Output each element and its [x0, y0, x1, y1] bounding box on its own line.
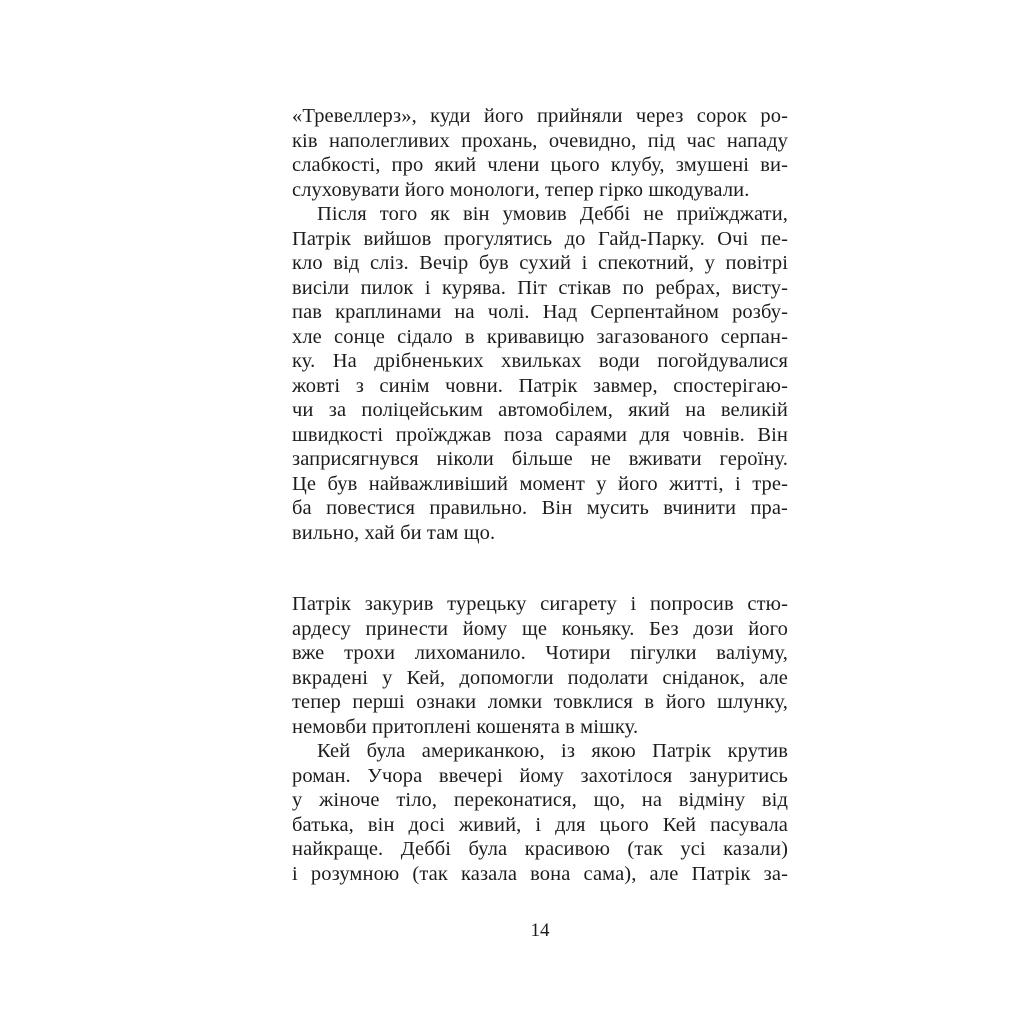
- text-line: роман. Учора ввечері йому захотілося зануритись: [292, 764, 788, 787]
- text-section: [292, 592, 788, 886]
- text-line: вкрадені у Кей, допомогли подолати сніданок, але: [292, 666, 788, 689]
- paragraph: [292, 592, 788, 739]
- text-line: вильно, хай би там що.: [292, 521, 496, 544]
- text-line: жовті з синім човни. Патрік завмер, спостерігаю-: [292, 374, 788, 397]
- text-line: найкраще. Деббі була красивою (так усі казали): [292, 838, 788, 860]
- text-line: швидкості проїжджав поза сараями для човнів. Він: [292, 423, 788, 446]
- text-line: ків наполегливих прохань, очевидно, під час нападу: [292, 129, 788, 152]
- text-line: слуховувати його монологи, тепер гірко шкодували.: [292, 178, 750, 201]
- text-line: ардесу принести йому ще коньяку. Без дози його: [292, 617, 788, 640]
- text-line: батька, він досі живий, і для цього Кей пасувала: [292, 813, 788, 836]
- text-block: [292, 104, 788, 886]
- paragraph: [292, 104, 788, 202]
- text-line: заприсягнувся ніколи більше не вживати героїну.: [292, 448, 788, 470]
- text-line: висіли пилок і курява. Піт стікав по ребрах, висту-: [292, 276, 788, 299]
- text-line: немовби притоплені кошенята в мішку.: [292, 715, 639, 738]
- text-line: слабкості, про який члени цього клубу, змушені ви-: [292, 154, 788, 176]
- paragraph: [292, 202, 788, 545]
- paragraph: [292, 739, 788, 886]
- text-line: тепер перші ознаки ломки товклися в його шлунку,: [292, 691, 788, 713]
- page-number: 14: [530, 920, 550, 941]
- text-line: ку. На дрібненьких хвильках води погойдувалися: [292, 350, 788, 372]
- text-line: Кей була американкою, із якою Патрік крутив: [317, 740, 788, 762]
- text-line: Це був найважливіший момент у його житті, і тре-: [292, 472, 788, 495]
- text-line: Після того як він умовив Деббі не приїжджати,: [317, 203, 788, 225]
- text-line: хле сонце сідало в кривавицю загазованого серпан-: [292, 325, 788, 348]
- text-line: Патрік вийшов прогулятись до Гайд-Парку. Очі пе-: [292, 227, 788, 250]
- text-line: Патрік закурив турецьку сигарету і попросив стю-: [292, 593, 788, 615]
- text-line: кло від сліз. Вечір був сухий і спекотний, у повітрі: [292, 252, 788, 274]
- text-line: чи за поліцейським автомобілем, який на великій: [292, 399, 788, 421]
- text-section: [292, 104, 788, 545]
- text-line: ба повестися правильно. Він мусить вчинити пра-: [292, 497, 788, 519]
- text-line: «Тревеллерз», куди його прийняли через сорок ро-: [292, 105, 788, 127]
- text-line: у жіноче тіло, переконатися, що, на відміну від: [292, 789, 788, 811]
- text-line: пав краплинами на чолі. Над Серпентайном розбу-: [292, 301, 788, 323]
- text-line: і розумною (так казала вона сама), але Патрік за-: [292, 862, 788, 885]
- text-line: вже трохи лихоманило. Чотири пігулки валіуму,: [292, 642, 788, 664]
